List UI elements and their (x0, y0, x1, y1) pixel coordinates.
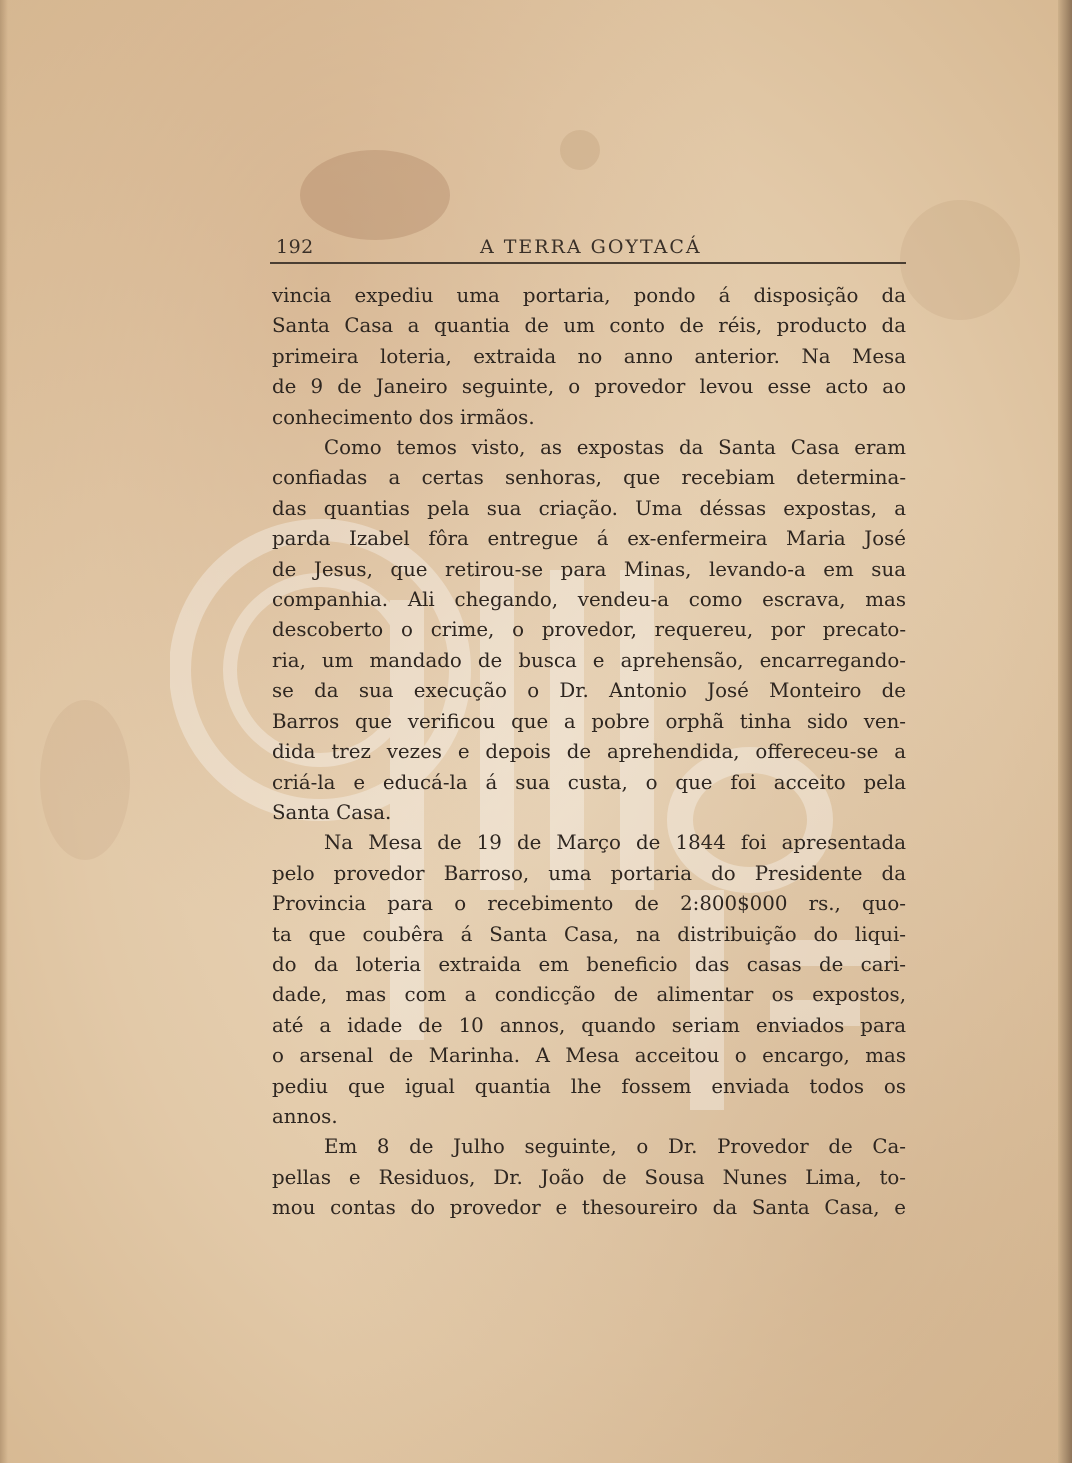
paper-stain (40, 700, 130, 860)
paragraph (272, 1132, 906, 1223)
page-left-shadow (0, 0, 8, 1463)
text-line: Barros que verificou que a pobre orphã tinha sido ven- (272, 709, 906, 733)
text-line: annos. (272, 1104, 338, 1128)
text-line: Em 8 de Julho seguinte, o Dr. Provedor de Ca- (324, 1135, 906, 1159)
text-line: de Jesus, que retirou-se para Minas, levando-a em sua (272, 557, 906, 581)
text-line: Como temos visto, as expostas da Santa Casa eram (324, 436, 906, 460)
text-line: se da sua execução o Dr. Antonio José Monteiro de (272, 679, 906, 703)
text-line: ria, um mandado de busca e aprehensão, encarregando- (272, 648, 906, 672)
paper-stain (900, 200, 1020, 320)
text-line: vincia expediu uma portaria, pondo á disposição da (272, 284, 906, 307)
paragraph (272, 828, 906, 1132)
text-line: Santa Casa. (272, 800, 392, 824)
text-line: até a idade de 10 annos, quando seriam enviados para (272, 1013, 906, 1037)
page-right-edge (1058, 0, 1072, 1463)
text-line: Santa Casa a quantia de um conto de réis, producto da (272, 314, 906, 338)
text-line: do da loteria extraida em beneficio das casas de cari- (272, 952, 906, 976)
page-number: 192 (276, 236, 314, 258)
page-header (270, 232, 906, 264)
text-line: o arsenal de Marinha. A Mesa acceitou o encargo, mas (272, 1044, 906, 1068)
paper-stain (560, 130, 600, 170)
text-line: criá-la e educá-la á sua custa, o que foi acceito pela (272, 770, 906, 794)
text-line: descoberto o crime, o provedor, requereu, por precato- (272, 618, 906, 642)
text-line: companhia. Ali chegando, vendeu-a como escrava, mas (272, 588, 906, 612)
text-line: ta que coubêra á Santa Casa, na distribuição do liqui- (272, 922, 906, 946)
body-text (272, 281, 906, 1224)
running-title: A TERRA GOYTACÁ (480, 236, 702, 258)
text-line: dida trez vezes e depois de aprehendida, offereceu-se a (272, 740, 906, 764)
paragraph (272, 433, 906, 828)
text-line: primeira loteria, extraida no anno anterior. Na Mesa (272, 344, 906, 368)
text-line: pediu que igual quantia lhe fossem enviada todos os (272, 1074, 906, 1098)
text-line: das quantias pela sua criação. Uma déssas expostas, a (272, 496, 906, 520)
text-line: confiadas a certas senhoras, que recebiam determina- (272, 466, 906, 490)
text-line: dade, mas com a condicção de alimentar os expostos, (272, 983, 906, 1007)
text-line: mou contas do provedor e thesoureiro da Santa Casa, e (272, 1196, 906, 1220)
text-line: pelo provedor Barroso, uma portaria do Presidente da (272, 861, 906, 885)
paper-stain (300, 150, 450, 240)
text-line: pellas e Residuos, Dr. João de Sousa Nunes Lima, to- (272, 1165, 906, 1189)
text-line: parda Izabel fôra entregue á ex-enfermeira Maria José (272, 527, 906, 551)
text-line: Provincia para o recebimento de 2:800$000 rs., quo- (272, 892, 906, 916)
text-line: de 9 de Janeiro seguinte, o provedor levou esse acto ao (272, 375, 906, 399)
text-line: conhecimento dos irmãos. (272, 405, 535, 429)
paragraph (272, 281, 906, 433)
text-line: Na Mesa de 19 de Março de 1844 foi apresentada (324, 831, 906, 855)
